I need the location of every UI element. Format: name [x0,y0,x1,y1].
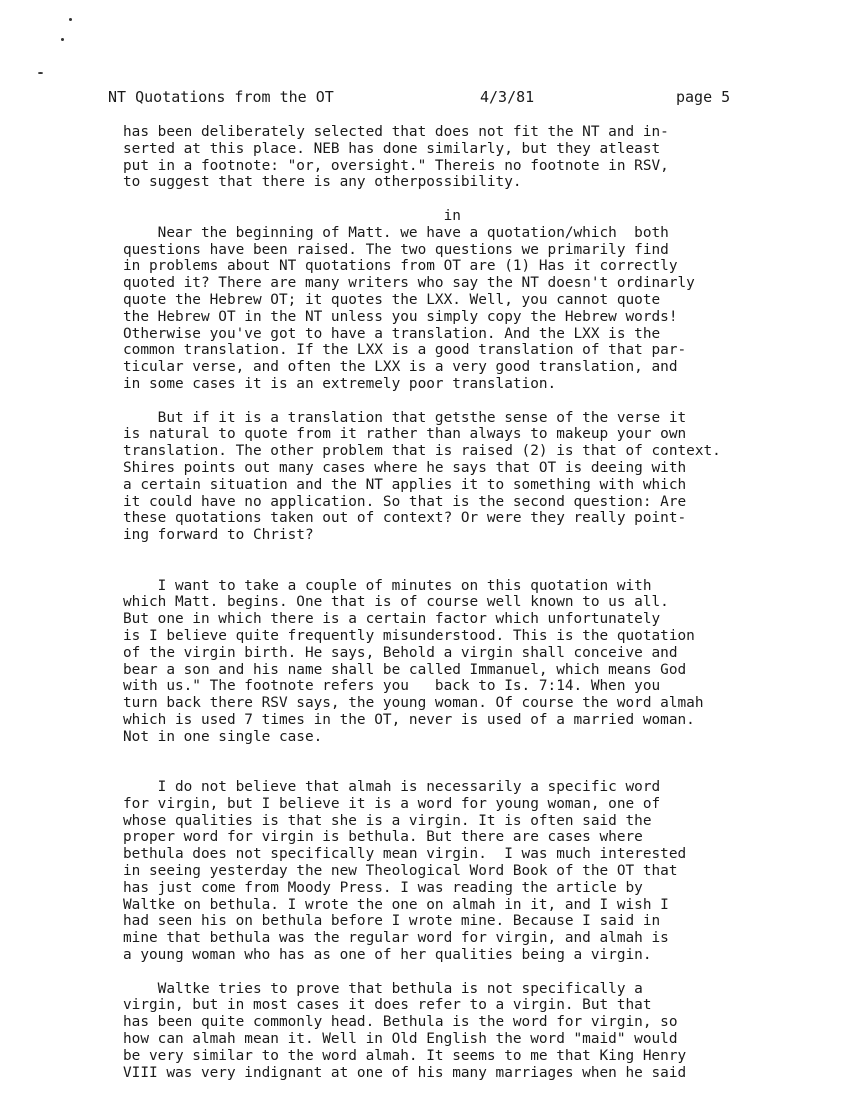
text-line: is I believe quite frequently misunderstood. This is the quotation [123,627,695,644]
text-line: ticular verse, and often the LXX is a very good translation, and [123,359,678,376]
text-line: it could have no application. So that is the second question: Are [123,493,687,510]
scan-speck [38,72,43,74]
text-line: questions have been raised. The two questions we primarily find [123,241,669,258]
text-line: bethula does not specifically mean virgin. I was much interested [123,846,687,863]
text-line: I do not believe that almah is necessarily a specific word [123,779,661,796]
text-line: these quotations taken out of context? Or were they really point- [123,510,687,527]
text-line: proper word for virgin is bethula. But there are cases where [123,829,643,846]
text-line: virgin, but in most cases it does refer to a virgin. But that [123,997,652,1014]
blank-line [123,745,783,762]
text-line: a certain situation and the NT applies it to something with which [123,476,687,493]
text-line: common translation. If the LXX is a good translation of that par- [123,342,687,359]
text-line: in problems about NT quotations from OT are (1) Has it correctly [123,258,678,275]
text-line: whose qualities is that she is a virgin. It is often said the [123,812,652,829]
blank-line [123,393,783,410]
text-line: which is used 7 times in the OT, never is used of a married woman. [123,711,695,728]
scan-speck [61,38,64,41]
text-line: the Hebrew OT in the NT unless you simply copy the Hebrew words! [123,308,678,325]
text-line: translation. The other problem that is raised (2) is that of context. [123,443,721,460]
text-line: But one in which there is a certain factor which unfortunately [123,611,661,628]
text-line: has been quite commonly head. Bethula is the word for virgin, so [123,1014,678,1031]
text-line: put in a footnote: "or, oversight." Thereis no footnote in RSV, [123,157,669,174]
document-date: 4/3/81 [480,88,535,106]
text-line: bear a son and his name shall be called Immanuel, which means God [123,661,687,678]
document-title: NT Quotations from the OT [108,88,334,106]
text-line: ing forward to Christ? [123,527,314,544]
page-header [108,88,758,110]
page-number: page 5 [676,88,731,106]
text-line: Otherwise you've got to have a translation. And the LXX is the [123,325,661,342]
blank-line [123,964,783,981]
document-body [123,124,783,1081]
text-line: in [123,207,461,224]
text-line: Near the beginning of Matt. we have a quotation/which both [123,224,669,241]
text-line: of the virgin birth. He says, Behold a virgin shall conceive and [123,644,678,661]
text-line: is natural to quote from it rather than always to makeup your own [123,426,687,443]
text-line: Shires points out many cases where he says that OT is deeing with [123,459,687,476]
text-line: to suggest that there is any otherpossibility. [123,174,522,191]
text-line: be very similar to the word almah. It seems to me that King Henry [123,1047,687,1064]
text-line: I want to take a couple of minutes on this quotation with [123,577,652,594]
blank-line [123,544,783,561]
text-line: Waltke tries to prove that bethula is not specifically a [123,980,643,997]
scan-speck [69,18,72,21]
text-line: mine that bethula was the regular word for virgin, and almah is [123,930,669,947]
blank-line [123,191,783,208]
text-line: with us." The footnote refers you back to Is. 7:14. When you [123,678,661,695]
text-line: has been deliberately selected that does not fit the NT and in- [123,124,669,140]
text-line: Not in one single case. [123,728,323,745]
text-line: But if it is a translation that getsthe sense of the verse it [123,409,687,426]
blank-line [123,762,783,779]
text-line: VIII was very indignant at one of his many marriages when he said [123,1064,687,1081]
text-line: for virgin, but I believe it is a word for young woman, one of [123,795,661,812]
text-line: Waltke on bethula. I wrote the one on almah in it, and I wish I [123,896,669,913]
text-line: quoted it? There are many writers who say the NT doesn't ordinarly [123,275,695,292]
text-line: serted at this place. NEB has done similarly, but they atleast [123,140,661,157]
text-line: in some cases it is an extremely poor translation. [123,375,557,392]
text-line: had seen his on bethula before I wrote mine. Because I said in [123,913,661,930]
text-line: how can almah mean it. Well in Old English the word "maid" would [123,1031,678,1048]
text-line: has just come from Moody Press. I was reading the article by [123,879,643,896]
text-line: turn back there RSV says, the young woman. Of course the word almah [123,695,704,712]
blank-line [123,561,783,578]
text-line: in seeing yesterday the new Theological Word Book of the OT that [123,863,678,880]
text-line: quote the Hebrew OT; it quotes the LXX. Well, you cannot quote [123,291,661,308]
text-line: which Matt. begins. One that is of course well known to us all. [123,594,669,611]
text-line: a young woman who has as one of her qualities being a virgin. [123,947,652,964]
